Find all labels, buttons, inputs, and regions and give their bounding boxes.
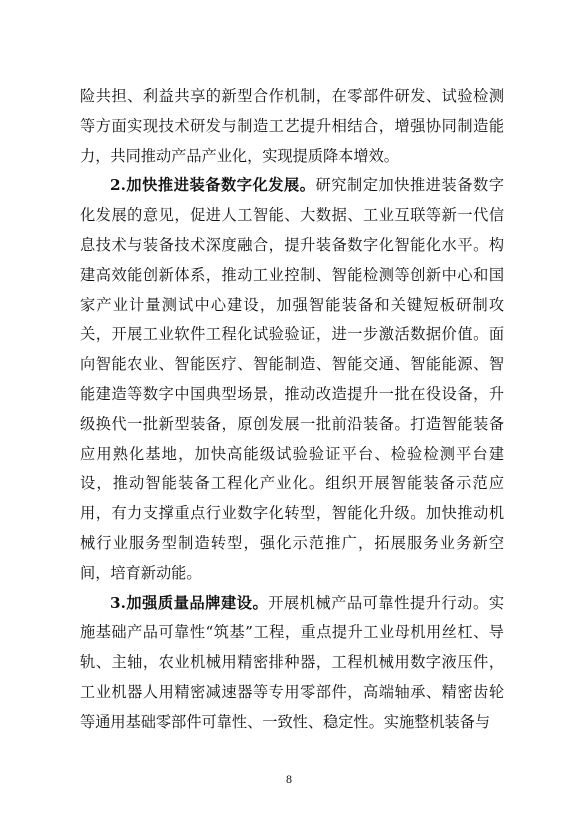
paragraph-quality-brand	[80, 589, 504, 738]
page-number: 8	[286, 772, 292, 786]
paragraph-continuation	[80, 82, 504, 171]
document-body	[80, 82, 504, 738]
paragraph-text: 险共担、利益共享的新型合作机制，在零部件研发、试验检测等方面实现技术研发与制造工艺提升相结合，增强协同制造能力，共同推动产品产业化，实现提质降本增效。	[80, 87, 504, 165]
paragraph-digitalization	[80, 171, 504, 588]
paragraph-text: 开展机械产品可靠性提升行动。实施基础产品可靠性“筑基”工程，重点提升工业母机用丝杠、导轨、主轴，农业机械用精密排种器，工程机械用数字液压件，工业机器人用精密减速器等专用零部件，高端轴承、精密齿轮等通用基础零部件可靠性、一致性、稳定性。实施整机装备与	[80, 593, 505, 731]
section-heading-quality-brand: 3.加强质量品牌建设。	[110, 593, 269, 612]
section-heading-digitalization: 2.加快推进装备数字化发展。	[110, 176, 316, 195]
paragraph-text: 研究制定加快推进装备数字化发展的意见，促进人工智能、大数据、工业互联等新一代信息技术与装备技术深度融合，提升装备数字化智能化水平。构建高效能创新体系，推动工业控制、智能检测等创新中心和国家产业计量测试中心建设，加强智能装备和关键短板研制攻关，开展工业软件工程化试验验证，进一步激活数据价值。面向智能农业、智能医疗、智能制造、智能交通、智能能源、智能建造等数字中国典型场景，推动改造提升一批在役设备，升级换代一批新型装备，原创发展一批前沿装备。打造智能装备应用熟化基地，加快高能级试验验证平台、检验检测平台建设，推动智能装备工程化产业化。组织开展智能装备示范应用，有力支撑重点行业数字化转型，智能化升级。加快推动机械行业服务型制造转型，强化示范推广，拓展服务业务新空间，培育新动能。	[80, 176, 505, 582]
